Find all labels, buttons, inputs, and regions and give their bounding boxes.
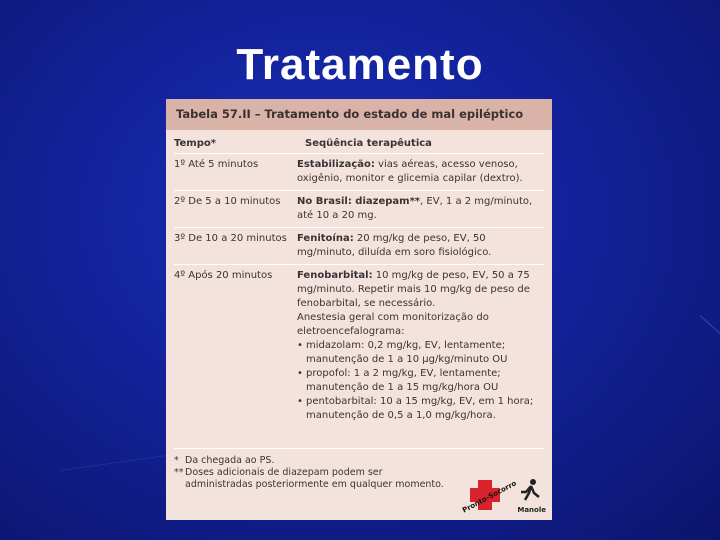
row-therapy	[297, 232, 544, 260]
table-row	[174, 227, 544, 264]
bullet-label: propofol:	[306, 368, 351, 379]
bullet-text: 0,2 mg/kg, EV, lentamente; manutenção de 1 a 10 µg/kg/minuto OU	[306, 340, 508, 365]
slide-title: Tratamento	[236, 40, 484, 89]
table-caption: Tabela 57.II – Tratamento do estado de mal epiléptico	[166, 99, 552, 130]
therapy-label: Estabilização:	[297, 159, 375, 170]
logo-badge-text: Pronto-Socorro	[461, 479, 518, 514]
therapy-label: Fenobarbital:	[297, 270, 373, 281]
table-row	[174, 153, 544, 190]
therapy-text: 10 mg/kg de peso, EV, 50 a 75 mg/minuto. Repetir mais 10 mg/kg de peso de fenobarbital, se necessário.	[297, 270, 530, 309]
bullet-label: midazolam:	[306, 340, 365, 351]
running-person-icon	[518, 478, 542, 502]
background-streak	[60, 453, 179, 471]
bullet-item: • propofol: 1 a 2 mg/kg, EV, lentamente; manutenção de 1 a 15 mg/kg/hora OU	[297, 368, 501, 393]
publisher-logo	[458, 476, 548, 516]
table-image	[166, 99, 552, 520]
row-therapy	[297, 269, 544, 423]
therapy-label: No Brasil: diazepam**	[297, 196, 421, 207]
table-row	[174, 264, 544, 427]
pronto-socorro-cross-icon	[458, 476, 520, 514]
bullet-text: 10 a 15 mg/kg, EV, em 1 hora; manutenção de 0,5 a 1,0 mg/kg/hora.	[306, 396, 534, 421]
therapy-text: 20 mg/kg de peso, EV, 50 mg/minuto, diluída em soro fisiológico.	[297, 233, 492, 258]
table-header	[166, 130, 552, 153]
therapy-text: vias aéreas, acesso venoso, oxigênio, monitor e glicemia capilar (dextro).	[297, 159, 523, 184]
row-time: 3º De 10 a 20 minutos	[174, 233, 287, 244]
column-header-sequence: Seqüência terapêutica	[305, 138, 432, 149]
therapy-text: , EV, 1 a 2 mg/minuto, até 10 a 20 mg.	[297, 196, 533, 221]
row-therapy	[297, 195, 544, 223]
footnote: ** Doses adicionais de diazepam podem ser administradas posteriormente em qualquer momento.	[174, 467, 444, 490]
row-therapy	[297, 158, 544, 186]
row-time: 1º Até 5 minutos	[174, 159, 259, 170]
bullet-item: • pentobarbital: 10 a 15 mg/kg, EV, em 1 hora; manutenção de 0,5 a 1,0 mg/kg/hora.	[297, 396, 534, 421]
background-streak	[700, 315, 720, 336]
bullet-text: 1 a 2 mg/kg, EV, lentamente; manutenção de 1 a 15 mg/kg/hora OU	[306, 368, 501, 393]
publisher-name: Manole	[517, 506, 546, 514]
bullet-item: • midazolam: 0,2 mg/kg, EV, lentamente; manutenção de 1 a 10 µg/kg/minuto OU	[297, 340, 508, 365]
therapy-text: Anestesia geral com monitorização do eletroencefalograma:	[297, 312, 489, 337]
bullet-label: pentobarbital:	[306, 396, 377, 407]
row-time: 2º De 5 a 10 minutos	[174, 196, 281, 207]
table-row	[174, 190, 544, 227]
footnote: * Da chegada ao PS.	[174, 455, 275, 466]
therapy-label: Fenitoína:	[297, 233, 354, 244]
row-time: 4º Após 20 minutos	[174, 270, 273, 281]
column-header-time: Tempo*	[174, 138, 216, 149]
